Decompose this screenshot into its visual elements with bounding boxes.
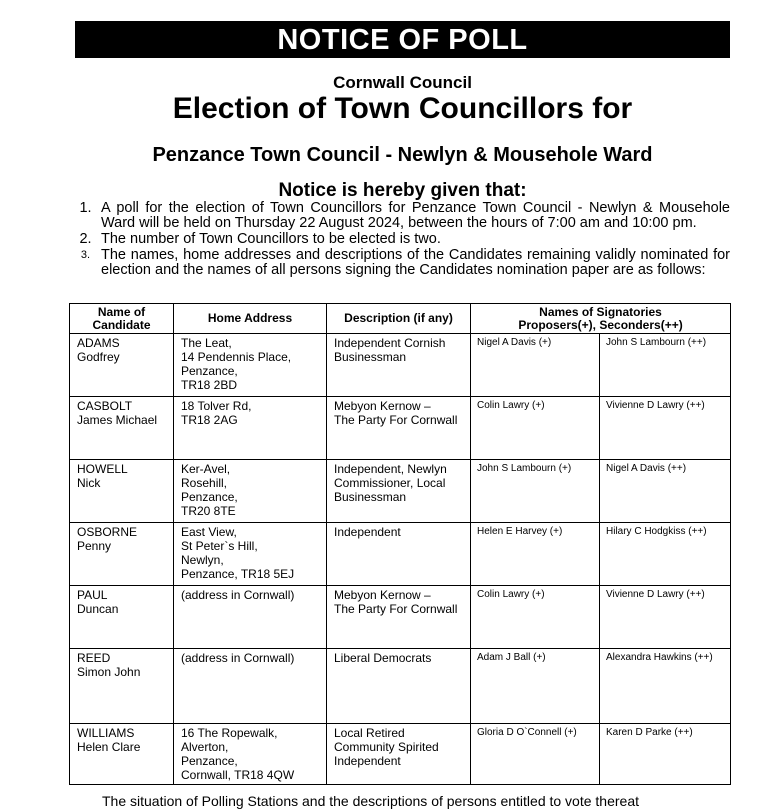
address-line: Penzance, [181, 490, 238, 504]
table-row [70, 649, 731, 724]
cell-proposer: Adam J Ball (+) [471, 649, 600, 724]
candidate-surname: ADAMS [77, 336, 120, 350]
cell-seconder: Vivienne D Lawry (++) [600, 586, 731, 649]
notice-item-text: A poll for the election of Town Councillors for Penzance Town Council - Newlyn & Mousehole Ward will be held on Thursday 22 August 2024, between the hours of 7:00 am and 10:00 pm. [101, 200, 730, 231]
address-line: Cornwall, TR18 4QW [181, 768, 295, 782]
cell-seconder: John S Lambourn (++) [600, 334, 731, 397]
table-row [70, 586, 731, 649]
cell-description [327, 724, 471, 785]
description-line: Local Retired [334, 726, 405, 740]
notice-item-text: The names, home addresses and descriptions of the Candidates remaining validly nominated for election and the names of all persons signing the Candidates nomination paper are as follows: [101, 247, 730, 278]
table-header-row [70, 304, 731, 334]
cell-home-address [174, 397, 327, 460]
candidate-forenames: Duncan [77, 602, 119, 616]
cell-home-address [174, 523, 327, 586]
notice-item [70, 232, 730, 247]
cell-proposer: Nigel A Davis (+) [471, 334, 600, 397]
candidate-surname: PAUL [77, 588, 108, 602]
table-row [70, 397, 731, 460]
col-header-name: Name of Candidate [70, 304, 174, 334]
cell-description [327, 649, 471, 724]
description-line: Commissioner, Local [334, 476, 446, 490]
cell-candidate-name [70, 586, 174, 649]
cell-seconder: Nigel A Davis (++) [600, 460, 731, 523]
candidate-surname: WILLIAMS [77, 726, 135, 740]
address-line: Penzance, [181, 754, 238, 768]
notice-item-number: 2. [79, 231, 92, 247]
table-row [70, 724, 731, 785]
description-line: Businessman [334, 490, 407, 504]
address-line: East View, [181, 525, 237, 539]
cell-description [327, 523, 471, 586]
signatories-title: Names of Signatories [539, 304, 662, 319]
address-line: 16 The Ropewalk, [181, 726, 278, 740]
col-header-address: Home Address [174, 304, 327, 334]
footer-text-partial: The situation of Polling Stations and the descriptions of persons entitled to vote thereat [102, 794, 639, 809]
cell-proposer: Colin Lawry (+) [471, 586, 600, 649]
cell-seconder: Hilary C Hodgkiss (++) [600, 523, 731, 586]
cell-home-address [174, 334, 327, 397]
notice-item [70, 248, 730, 278]
cell-proposer: Helen E Harvey (+) [471, 523, 600, 586]
cell-candidate-name [70, 649, 174, 724]
cell-seconder: Karen D Parke (++) [600, 724, 731, 785]
cell-seconder: Alexandra Hawkins (++) [600, 649, 731, 724]
col-header-description: Description (if any) [327, 304, 471, 334]
table-row [70, 460, 731, 523]
description-line: Mebyon Kernow – [334, 399, 431, 413]
candidate-surname: OSBORNE [77, 525, 138, 539]
candidate-forenames: Nick [77, 476, 101, 490]
address-line: St Peter`s Hill, [181, 539, 258, 553]
cell-candidate-name [70, 460, 174, 523]
description-line: Independent, Newlyn [334, 462, 447, 476]
address-line: TR18 2AG [181, 413, 238, 427]
cell-proposer: Gloria D O`Connell (+) [471, 724, 600, 785]
notice-heading: Notice is hereby given that: [278, 180, 527, 201]
address-line: 18 Tolver Rd, [181, 399, 252, 413]
address-line: Newlyn, [181, 553, 224, 567]
candidate-surname: HOWELL [77, 462, 128, 476]
cell-description [327, 334, 471, 397]
signatories-subtitle: Proposers(+), Seconders(++) [518, 317, 683, 332]
cell-proposer: Colin Lawry (+) [471, 397, 600, 460]
description-line: Mebyon Kernow – [334, 588, 431, 602]
address-line: 14 Pendennis Place, [181, 350, 292, 364]
candidate-surname: CASBOLT [77, 399, 133, 413]
address-line: The Leat, [181, 336, 232, 350]
candidate-forenames: James Michael [77, 413, 158, 427]
table-row [70, 334, 731, 397]
description-line: The Party For Cornwall [334, 413, 458, 427]
address-line: Penzance, TR18 5EJ [181, 567, 295, 581]
description-line: The Party For Cornwall [334, 602, 458, 616]
candidate-surname: REED [77, 651, 111, 665]
address-line: Rosehill, [181, 476, 228, 490]
cell-home-address [174, 724, 327, 785]
cell-description [327, 397, 471, 460]
address-line: (address in Cornwall) [181, 588, 295, 602]
col-header-signatories [471, 304, 731, 334]
notice-item-number: 1. [79, 200, 92, 216]
description-line: Independent Cornish [334, 336, 446, 350]
candidates-table [69, 303, 731, 785]
cell-seconder: Vivienne D Lawry (++) [600, 397, 731, 460]
description-line: Independent [334, 525, 401, 539]
description-line: Independent [334, 754, 401, 768]
cell-candidate-name [70, 724, 174, 785]
notice-of-poll-banner: NOTICE OF POLL [75, 21, 730, 58]
address-line: (address in Cornwall) [181, 651, 295, 665]
table-row [70, 523, 731, 586]
description-line: Businessman [334, 350, 407, 364]
cell-candidate-name [70, 397, 174, 460]
notice-list [70, 201, 730, 279]
cell-description [327, 586, 471, 649]
ward-subtitle: Penzance Town Council - Newlyn & Mousehole Ward [152, 144, 653, 166]
notice-item-number: 3. [80, 249, 91, 261]
address-line: TR18 2BD [181, 378, 238, 392]
description-line: Community Spirited [334, 740, 439, 754]
description-line: Liberal Democrats [334, 651, 432, 665]
candidate-forenames: Helen Clare [77, 740, 141, 754]
page-title: Election of Town Councillors for [172, 92, 633, 125]
cell-description [327, 460, 471, 523]
notice-item-text: The number of Town Councillors to be elected is two. [101, 231, 441, 247]
candidate-forenames: Simon John [77, 665, 141, 679]
cell-candidate-name [70, 334, 174, 397]
candidate-forenames: Godfrey [77, 350, 120, 364]
cell-home-address [174, 460, 327, 523]
cell-home-address [174, 586, 327, 649]
council-name: Cornwall Council [333, 73, 472, 92]
notice-item [70, 201, 730, 231]
address-line: TR20 8TE [181, 504, 236, 518]
address-line: Penzance, [181, 364, 238, 378]
address-line: Ker-Avel, [181, 462, 231, 476]
cell-proposer: John S Lambourn (+) [471, 460, 600, 523]
candidate-forenames: Penny [77, 539, 112, 553]
cell-candidate-name [70, 523, 174, 586]
cell-home-address [174, 649, 327, 724]
address-line: Alverton, [181, 740, 229, 754]
